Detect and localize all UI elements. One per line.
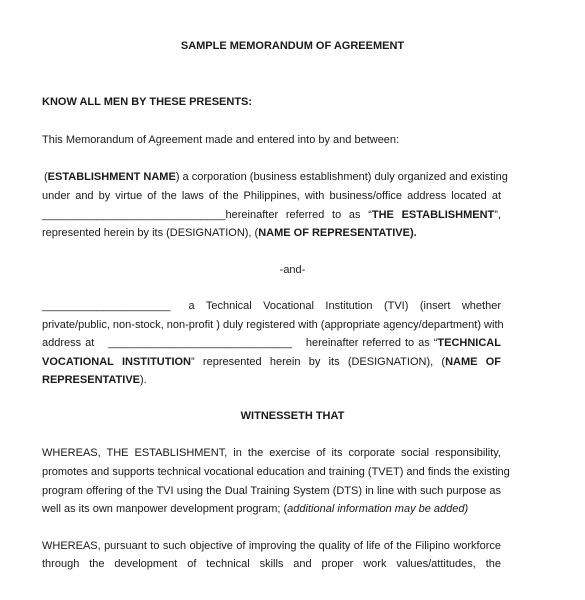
name-of-label: NAME OF <box>445 356 502 368</box>
p2-line-3 <box>42 336 501 350</box>
technical-label: TECHNICAL <box>437 337 501 349</box>
and-separator: -and- <box>279 264 306 276</box>
intro-text: This Memorandum of Agreement made and entered into by and between: <box>42 134 400 146</box>
p1-l4-start: represented herein by its (DESIGNATION), ( <box>42 227 259 239</box>
p4-line-2: through the development of technical skills and proper work values/attitudes, the <box>42 558 501 570</box>
p2-l3-mid: hereinafter referred to as “ <box>305 337 438 349</box>
p1-line-2: under and by virtue of the laws of the Philippines, with business/office address located at <box>42 190 501 202</box>
p1-l3-mid: hereinafter referred to as “ <box>225 209 372 221</box>
p4-line-1: WHEREAS, pursuant to such objective of improving the quality of life of the Filipino workforce <box>42 540 501 552</box>
establishment-name-placeholder: ESTABLISHMENT NAME <box>47 171 176 183</box>
p2-l4-mid: ” represented herein by its (DESIGNATION), ( <box>191 356 446 368</box>
p3-line-1: WHEREAS, THE ESTABLISHMENT, in the exercise of its corporate social responsibility, <box>42 447 501 459</box>
p2-line-2: private/public, non-stock, non-profit ) duly registered with (appropriate agency/department) with <box>42 319 504 331</box>
p3-line-3: program offering of the TVI using the Dual Training System (DTS) in line with such purpose as <box>42 485 501 497</box>
p1-line-4 <box>42 226 501 240</box>
p2-l1-rest: a Technical Vocational Institution (TVI) (insert whether <box>188 300 501 312</box>
p1-line-1 <box>44 170 508 184</box>
p2-l1-blank: _____________________ <box>42 300 171 312</box>
p2-line-4 <box>42 355 501 369</box>
p2-line-1 <box>42 299 501 313</box>
p1-l3-blank: ______________________________ <box>42 209 226 221</box>
the-establishment-label: THE ESTABLISHMENT <box>371 209 495 221</box>
p1-l1-rest: ) a corporation (business establishment) duly organized and existing <box>175 171 508 183</box>
vocational-institution-label: VOCATIONAL INSTITUTION <box>42 356 192 368</box>
p3-line-4 <box>42 502 501 516</box>
p1-l1-open: ( <box>44 171 48 183</box>
p2-l5-end: ). <box>140 374 147 386</box>
know-all-heading: KNOW ALL MEN BY THESE PRESENTS: <box>42 96 253 108</box>
name-of-representative-1: NAME OF REPRESENTATIVE). <box>258 227 417 239</box>
p2-l3-blank: ______________________________ <box>108 337 292 349</box>
document-title: SAMPLE MEMORANDUM OF AGREEMENT <box>180 40 405 52</box>
p1-l3-end: ”, <box>494 209 501 221</box>
representative-label: REPRESENTATIVE <box>42 374 140 386</box>
p3-line-2: promotes and supports technical vocational education and training (TVET) and finds the existing <box>42 466 510 478</box>
p1-line-3 <box>42 208 501 222</box>
p2-l3-start: address at <box>42 337 95 349</box>
p3-l4-start: well as its own manpower development program; ( <box>42 503 288 515</box>
p2-line-5 <box>42 373 501 387</box>
witnesseth-heading: WITNESSETH THAT <box>240 410 345 422</box>
additional-info-note: additional information may be added) <box>287 503 469 515</box>
